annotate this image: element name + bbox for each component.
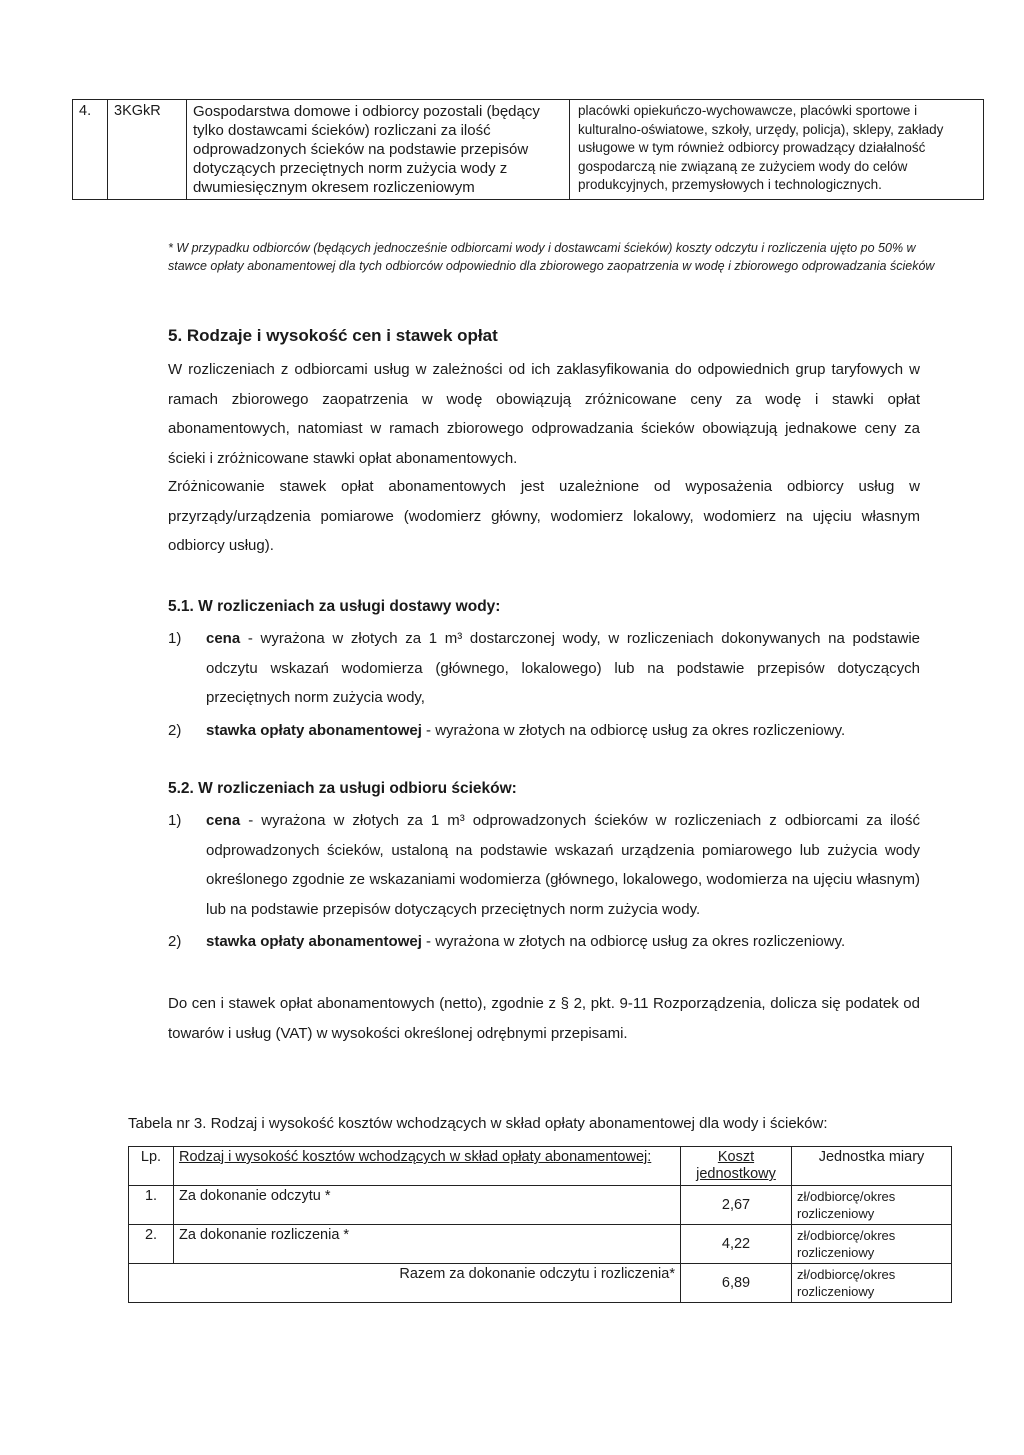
table-caption <box>128 1115 828 1132</box>
term: cena <box>206 812 241 829</box>
definition: - wyrażona w złotych za 1 m³ dostarczonej wody, w rozliczeniach dokonywanych na podstawie odczytu wskazań wodomierza (głównego, lokalowego) lub na podstawie przepisów dotyczących przeciętnych norm zużycia wody, <box>206 630 920 706</box>
term: cena <box>206 630 241 647</box>
footnote: * W przypadku odbiorców (będących jednocześnie odbiorcami wody i dostawcami ścieków) koszty odczytu i rozliczenia ujęto po 50% w stawce opłaty abonamentowej dla tych odbiorców odpowiednio dla zbiorowego zaopatrzenia w wodę i zbiorowego odprowadzania ścieków <box>168 241 935 273</box>
cell-lp: 2. <box>129 1225 174 1264</box>
list-item <box>168 716 920 746</box>
table-caption-prefix: Tabela nr 3. <box>128 1115 207 1132</box>
list-number: 2) <box>168 933 182 950</box>
table-total-row <box>129 1264 952 1303</box>
cell-unit: zł/odbiorcę/okres rozliczeniowy <box>792 1186 952 1225</box>
definition: - wyrażona w złotych na odbiorcę usług za okres rozliczeniowy. <box>421 933 846 950</box>
table-header-row <box>129 1147 952 1186</box>
header-cost: Koszt jednostkowy <box>681 1147 792 1186</box>
header-name: Rodzaj i wysokość kosztów wchodzących w skład opłaty abonamentowej: <box>174 1147 681 1186</box>
table-row <box>73 100 984 200</box>
list-item <box>168 624 920 713</box>
table-row <box>129 1225 952 1264</box>
cell-name: Za dokonanie rozliczenia * <box>174 1225 681 1264</box>
row-number: 4. <box>73 100 108 200</box>
paragraph: W rozliczeniach z odbiorcami usług w zależności od ich zaklasyfikowania do odpowiednich grup taryfowych w ramach zbiorowego zaopatrzenia w wodę obowiązują zróżnicowane ceny za wodę i stawki opłat abonamentowych, natomiast w ramach zbiorowego odprowadzania ścieków obowiązują jednakowe ceny za ścieki i zróżnicowane stawki opłat abonamentowych. <box>168 361 920 467</box>
list-item <box>168 806 920 924</box>
cell-cost: 2,67 <box>681 1186 792 1225</box>
table-caption-text: Rodzaj i wysokość kosztów wchodzących w skład opłaty abonamentowej dla wody i ścieków: <box>210 1115 828 1132</box>
tariff-group-table <box>72 99 984 200</box>
cost-table <box>128 1146 952 1303</box>
list-number: 1) <box>168 630 182 647</box>
total-cost: 6,89 <box>681 1264 792 1303</box>
definition: - wyrażona w złotych na odbiorcę usług za okres rozliczeniowy. <box>421 722 846 739</box>
term: stawka opłaty abonamentowej <box>206 933 422 950</box>
definition: - wyrażona w złotych za 1 m³ odprowadzonych ścieków w rozliczeniach z odbiorcami za ilość odprowadzonych ścieków, ustaloną na podstawie wskazań urządzenia pomiarowego lub zużycia wody określonego zgodnie ze wskazaniami wodomierza (głównego, lokalowego, wodomierza na ujęciu własnym) lub na podstawie przepisów dotyczących przeciętnych norm zużycia wody. <box>206 812 920 918</box>
header-lp: Lp. <box>129 1147 174 1186</box>
header-unit: Jednostka miary <box>792 1147 952 1186</box>
list-number: 2) <box>168 722 182 739</box>
tariff-group-description: Gospodarstwa domowe i odbiorcy pozostali (będący tylko dostawcami ścieków) rozliczani za ilość odprowadzonych ścieków na podstawie przepisów dotyczących przeciętnych norm zużycia wody z dwumiesięcznym okresem rozliczeniowym <box>187 100 570 200</box>
total-unit: zł/odbiorcę/okres rozliczeniowy <box>792 1264 952 1303</box>
list-item <box>168 927 920 957</box>
cell-unit: zł/odbiorcę/okres rozliczeniowy <box>792 1225 952 1264</box>
table-row <box>129 1186 952 1225</box>
tariff-group-categories: placówki opiekuńczo-wychowawcze, placówki sportowe i kulturalno-oświatowe, szkoły, urzędy, policja), sklepy, zakłady usługowe w tym również odbiorcy prowadzący działalność gospodarczą nie związaną ze zużyciem wody do celów produkcyjnych, przemysłowych i technologicznych. <box>570 100 984 200</box>
subsection-heading: 5.1. W rozliczeniach za usługi dostawy wody: <box>168 598 501 615</box>
section-heading: 5. Rodzaje i wysokość cen i stawek opłat <box>168 326 498 345</box>
term: stawka opłaty abonamentowej <box>206 722 422 739</box>
list-number: 1) <box>168 812 182 829</box>
cell-lp: 1. <box>129 1186 174 1225</box>
subsection-heading: 5.2. W rozliczeniach za usługi odbioru ścieków: <box>168 780 517 797</box>
total-label: Razem za dokonanie odczytu i rozliczenia* <box>129 1264 681 1303</box>
cell-name: Za dokonanie odczytu * <box>174 1186 681 1225</box>
tariff-group-code: 3KGkR <box>108 100 187 200</box>
cell-cost: 4,22 <box>681 1225 792 1264</box>
vat-note: Do cen i stawek opłat abonamentowych (netto), zgodnie z § 2, pkt. 9-11 Rozporządzenia, dolicza się podatek od towarów i usług (VAT) w wysokości określonej odrębnymi przepisami. <box>168 995 920 1042</box>
paragraph: Zróżnicowanie stawek opłat abonamentowych jest uzależnione od wyposażenia odbiorcy usług w przyrządy/urządzenia pomiarowe (wodomierz główny, wodomierz lokalowy, wodomierz na ujęciu własnym odbiorcy usług). <box>168 478 920 554</box>
